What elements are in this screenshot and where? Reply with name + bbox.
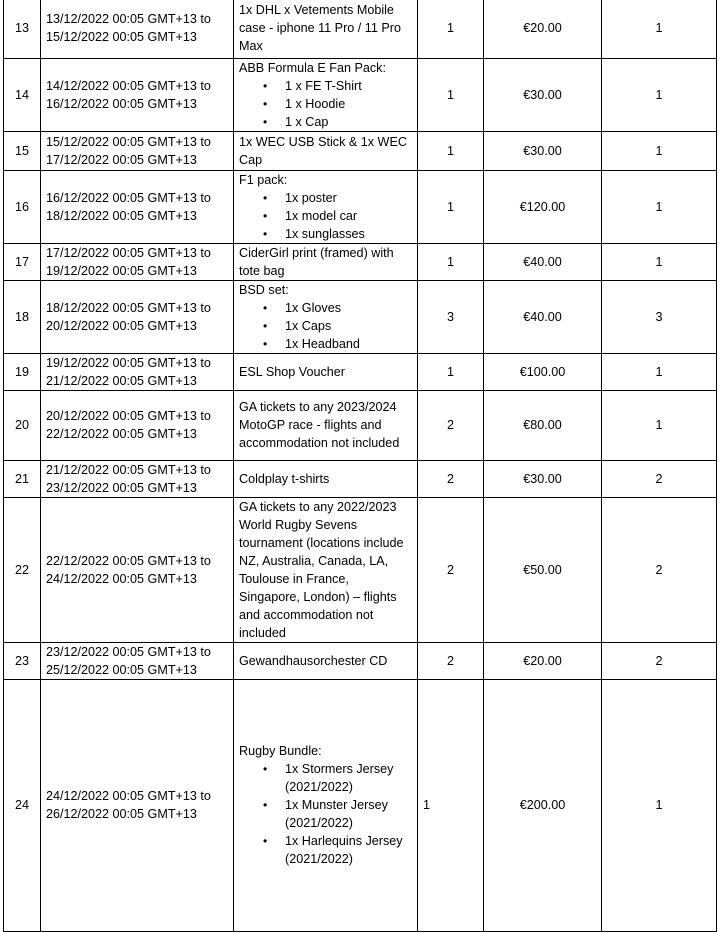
- end-date: 17/12/2022 00:05 GMT+13: [46, 152, 197, 167]
- winners-cell: 1: [602, 131, 717, 170]
- date-range-cell: [41, 642, 234, 679]
- bullet-icon: •: [263, 208, 268, 223]
- bullet-icon: •: [263, 78, 268, 93]
- day-number-cell: 17: [4, 243, 41, 280]
- prize-table-body: [4, 0, 717, 931]
- start-date: 17/12/2022 00:05 GMT+13 to: [46, 245, 211, 260]
- table-row: [4, 131, 717, 170]
- day-number-cell: 23: [4, 642, 41, 679]
- winners-cell: 1: [602, 353, 717, 390]
- bullet-icon: •: [263, 300, 268, 315]
- prize-item-text: 1x Harlequins Jersey (2021/2022): [285, 834, 403, 866]
- prize-items-list: [239, 189, 412, 243]
- day-number-cell: 20: [4, 390, 41, 460]
- prize-description-cell: [234, 353, 418, 390]
- date-range-cell: [41, 280, 234, 353]
- prize-item: [239, 95, 412, 113]
- prize-title: GA tickets to any 2023/2024 MotoGP race - flights and accommodation not included: [239, 400, 400, 450]
- prize-title: 1x DHL x Vetements Mobile case - iphone 11 Pro / 11 Pro Max: [239, 3, 401, 54]
- table-row: [4, 390, 717, 460]
- value-cell: €80.00: [484, 390, 602, 460]
- prize-title: ABB Formula E Fan Pack:: [239, 60, 386, 75]
- start-date: 16/12/2022 00:05 GMT+13 to: [46, 190, 211, 205]
- quantity-cell: 1: [418, 170, 484, 243]
- date-range-cell: [41, 170, 234, 243]
- date-range-cell: [41, 497, 234, 642]
- table-row: [4, 280, 717, 353]
- prize-item: [239, 832, 412, 868]
- end-date: 19/12/2022 00:05 GMT+13: [46, 263, 197, 278]
- quantity-cell: 1: [418, 243, 484, 280]
- prize-item-text: 1x Gloves: [285, 300, 341, 315]
- value-cell: €50.00: [484, 497, 602, 642]
- quantity-cell: 2: [418, 497, 484, 642]
- value-cell: €20.00: [484, 0, 602, 58]
- prize-item-text: 1x Caps: [285, 318, 332, 333]
- bullet-icon: •: [263, 762, 268, 776]
- value-cell: €30.00: [484, 131, 602, 170]
- prize-item: [239, 335, 412, 353]
- quantity-cell: 2: [418, 642, 484, 679]
- day-number-cell: 19: [4, 353, 41, 390]
- value-cell: €30.00: [484, 58, 602, 131]
- prize-title: ESL Shop Voucher: [239, 364, 345, 379]
- start-date: 19/12/2022 00:05 GMT+13 to: [46, 355, 211, 370]
- date-range-cell: [41, 0, 234, 58]
- bullet-icon: •: [263, 318, 268, 333]
- prize-item: [239, 77, 412, 95]
- prize-items-list: [239, 760, 412, 868]
- day-number-cell: 15: [4, 131, 41, 170]
- prize-item: [239, 225, 412, 243]
- end-date: 22/12/2022 00:05 GMT+13: [46, 427, 197, 441]
- bullet-icon: •: [263, 96, 268, 111]
- start-date: 15/12/2022 00:05 GMT+13 to: [46, 134, 211, 149]
- day-number-cell: 24: [4, 679, 41, 931]
- day-number-cell: 18: [4, 280, 41, 353]
- prize-description-cell: [234, 0, 418, 58]
- end-date: 23/12/2022 00:05 GMT+13: [46, 480, 197, 495]
- quantity-cell: 1: [418, 58, 484, 131]
- prize-description-cell: [234, 497, 418, 642]
- value-cell: €40.00: [484, 280, 602, 353]
- end-date: 16/12/2022 00:05 GMT+13: [46, 96, 197, 111]
- prize-title: 1x WEC USB Stick & 1x WEC Cap: [239, 134, 407, 167]
- day-number-cell: 16: [4, 170, 41, 243]
- quantity-cell: 1: [418, 353, 484, 390]
- prize-item: [239, 189, 412, 207]
- prize-item: [239, 207, 412, 225]
- bullet-icon: •: [263, 336, 268, 351]
- table-row: [4, 243, 717, 280]
- day-number-cell: 21: [4, 460, 41, 497]
- prize-schedule-table: [3, 0, 717, 932]
- bullet-icon: •: [263, 798, 268, 812]
- winners-cell: 2: [602, 642, 717, 679]
- prize-items-list: [239, 77, 412, 131]
- prize-item: [239, 317, 412, 335]
- prize-item-text: 1x model car: [285, 208, 358, 223]
- table-row: [4, 0, 717, 58]
- winners-cell: 1: [602, 0, 717, 58]
- value-cell: €100.00: [484, 353, 602, 390]
- day-number-cell: 22: [4, 497, 41, 642]
- date-range-cell: [41, 131, 234, 170]
- start-date: 14/12/2022 00:05 GMT+13 to: [46, 78, 211, 93]
- prize-description-cell: [234, 460, 418, 497]
- prize-title: F1 pack:: [239, 172, 288, 187]
- start-date: 22/12/2022 00:05 GMT+13 to: [46, 553, 211, 568]
- value-cell: €120.00: [484, 170, 602, 243]
- start-date: 20/12/2022 00:05 GMT+13 to: [46, 409, 211, 423]
- prize-item-text: 1x Stormers Jersey (2021/2022): [285, 762, 394, 794]
- prize-item: [239, 760, 412, 796]
- date-range-cell: [41, 58, 234, 131]
- prize-item-text: 1x Munster Jersey (2021/2022): [285, 798, 388, 830]
- prize-item: [239, 113, 412, 131]
- start-date: 24/12/2022 00:05 GMT+13 to: [46, 789, 211, 803]
- winners-cell: 2: [602, 497, 717, 642]
- winners-cell: 3: [602, 280, 717, 353]
- prize-item-text: 1x poster: [285, 190, 337, 205]
- start-date: 18/12/2022 00:05 GMT+13 to: [46, 300, 211, 315]
- winners-cell: 1: [602, 58, 717, 131]
- bullet-icon: •: [263, 226, 268, 241]
- table-row: [4, 58, 717, 131]
- prize-description-cell: [234, 170, 418, 243]
- quantity-cell: 2: [418, 460, 484, 497]
- bullet-icon: •: [263, 834, 268, 848]
- bullet-icon: •: [263, 190, 268, 205]
- start-date: 13/12/2022 00:05 GMT+13 to: [46, 12, 211, 27]
- prize-description-cell: [234, 243, 418, 280]
- table-row: [4, 642, 717, 679]
- prize-item-text: 1x Headband: [285, 336, 360, 351]
- date-range-cell: [41, 243, 234, 280]
- prize-item: [239, 299, 412, 317]
- table-row: [4, 679, 717, 931]
- table-row: [4, 497, 717, 642]
- value-cell: €200.00: [484, 679, 602, 931]
- end-date: 26/12/2022 00:05 GMT+13: [46, 807, 197, 821]
- date-range-cell: [41, 460, 234, 497]
- end-date: 15/12/2022 00:05 GMT+13: [46, 30, 197, 45]
- prize-item-text: 1x sunglasses: [285, 226, 365, 241]
- day-number-cell: 13: [4, 0, 41, 58]
- prize-item-text: 1 x FE T-Shirt: [285, 78, 362, 93]
- prize-title: GA tickets to any 2022/2023 World Rugby Sevens tournament (locations include NZ, Australia, Canada, LA, Toulouse in France, Singapore, London) – flights and accommodation not included: [239, 499, 404, 640]
- quantity-cell: 1: [418, 0, 484, 58]
- prize-item-text: 1 x Cap: [285, 114, 329, 129]
- winners-cell: 2: [602, 460, 717, 497]
- table-row: [4, 353, 717, 390]
- quantity-cell: 2: [418, 390, 484, 460]
- quantity-cell: 1: [418, 679, 484, 931]
- winners-cell: 1: [602, 243, 717, 280]
- table-row: [4, 170, 717, 243]
- prize-items-list: [239, 299, 412, 353]
- prize-description-cell: [234, 390, 418, 460]
- prize-description-cell: [234, 642, 418, 679]
- prize-item-text: 1 x Hoodie: [285, 96, 346, 111]
- winners-cell: 1: [602, 170, 717, 243]
- value-cell: €40.00: [484, 243, 602, 280]
- prize-title: CiderGirl print (framed) with tote bag: [239, 245, 394, 278]
- date-range-cell: [41, 353, 234, 390]
- end-date: 21/12/2022 00:05 GMT+13: [46, 373, 197, 388]
- quantity-cell: 3: [418, 280, 484, 353]
- start-date: 23/12/2022 00:05 GMT+13 to: [46, 644, 211, 659]
- quantity-cell: 1: [418, 131, 484, 170]
- bullet-icon: •: [263, 114, 268, 129]
- end-date: 25/12/2022 00:05 GMT+13: [46, 662, 197, 677]
- end-date: 20/12/2022 00:05 GMT+13: [46, 318, 197, 333]
- end-date: 18/12/2022 00:05 GMT+13: [46, 208, 197, 223]
- value-cell: €30.00: [484, 460, 602, 497]
- prize-description-cell: [234, 58, 418, 131]
- table-row: [4, 460, 717, 497]
- winners-cell: 1: [602, 390, 717, 460]
- prize-item: [239, 796, 412, 832]
- end-date: 24/12/2022 00:05 GMT+13: [46, 571, 197, 586]
- winners-cell: 1: [602, 679, 717, 931]
- prize-title: Coldplay t-shirts: [239, 471, 330, 486]
- prize-description-cell: [234, 131, 418, 170]
- prize-description-cell: [234, 679, 418, 931]
- value-cell: €20.00: [484, 642, 602, 679]
- prize-description-cell: [234, 280, 418, 353]
- start-date: 21/12/2022 00:05 GMT+13 to: [46, 462, 211, 477]
- prize-title: BSD set:: [239, 282, 289, 297]
- date-range-cell: [41, 390, 234, 460]
- prize-title: Rugby Bundle:: [239, 744, 322, 758]
- day-number-cell: 14: [4, 58, 41, 131]
- prize-title: Gewandhausorchester CD: [239, 653, 388, 668]
- date-range-cell: [41, 679, 234, 931]
